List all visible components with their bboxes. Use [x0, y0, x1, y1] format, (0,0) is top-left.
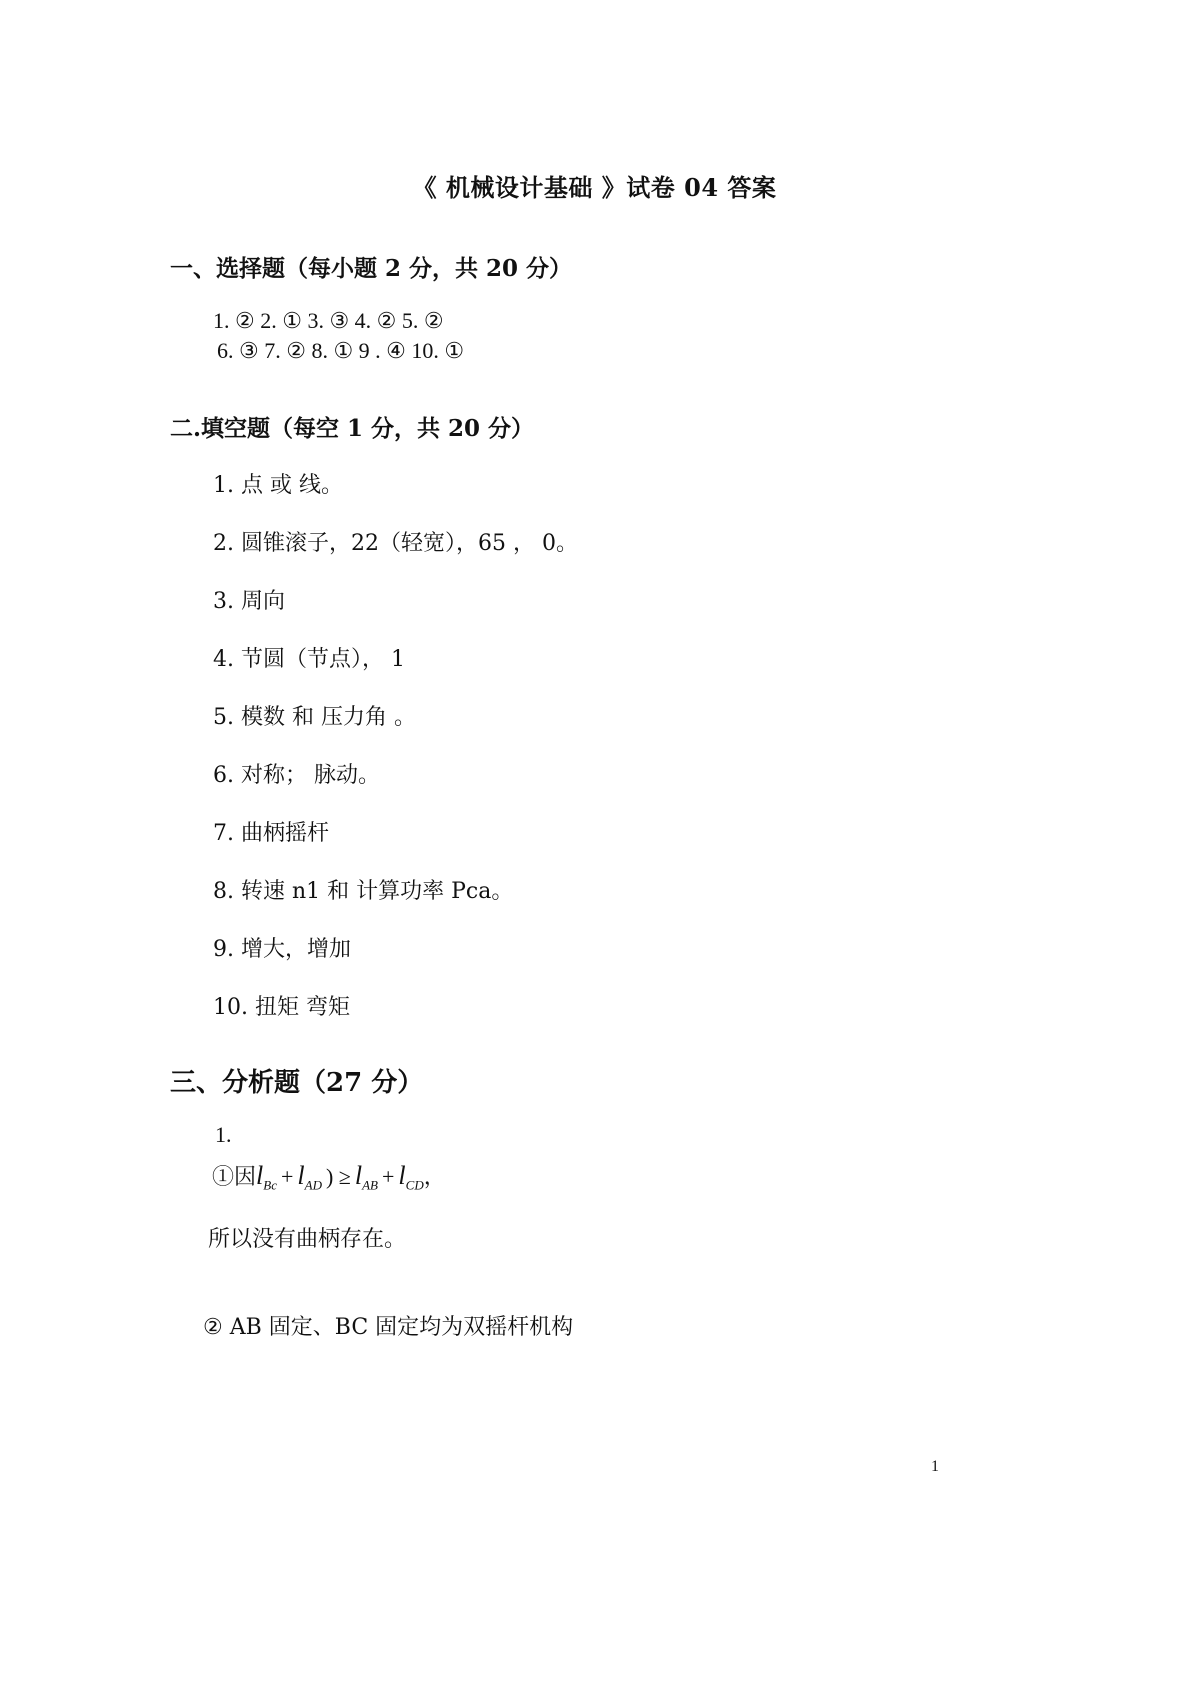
fill-blank-answer-4: 4. 节圆（节点）， 1 — [213, 647, 405, 672]
formula-var-l-ab: l — [354, 1161, 363, 1190]
fill-blank-answer-7: 7. 曲柄摇杆 — [213, 821, 329, 846]
crank-condition-formula — [212, 1160, 446, 1193]
fill-blank-answer-5: 5. 模数 和 压力角 。 — [213, 705, 416, 730]
fill-blank-answer-3: 3. 周向 — [213, 589, 285, 614]
fill-blank-answer-6: 6. 对称； 脉动。 — [213, 763, 380, 788]
page-number: 1 — [931, 1458, 939, 1475]
section-heading-fill-blank: 二.填空题（每空 1 分，共 20 分） — [170, 415, 535, 442]
formula-var-l-cd: l — [398, 1161, 406, 1190]
formula-relation: ) ≥ — [325, 1164, 351, 1189]
formula-sub-ab: AB — [362, 1177, 378, 1193]
section-heading-analysis: 三、分析题（27 分） — [170, 1068, 424, 1098]
formula-sub-cd: CD — [405, 1177, 424, 1193]
choice-answers-line-2: 6. ③ 7. ② 8. ① 9 . ④ 10. ① — [217, 338, 465, 363]
formula-sub-ad: AD — [304, 1177, 322, 1193]
fill-blank-answer-1: 1. 点 或 线。 — [213, 473, 343, 498]
analysis-question-1-label: 1. — [215, 1122, 232, 1147]
formula-plus-1: + — [280, 1164, 294, 1189]
fill-blank-answer-2: 2. 圆锥滚子，22（轻宽），65 ， 0。 — [213, 531, 578, 556]
fill-blank-answer-9: 9. 增大，增加 — [213, 937, 351, 962]
formula-var-l-ad: l — [297, 1161, 305, 1190]
formula-var-l-bc: l — [256, 1161, 264, 1190]
formula-plus-2: + — [382, 1164, 395, 1189]
formula-prefix: ①因 — [212, 1165, 257, 1190]
analysis-conclusion: 所以没有曲柄存在。 — [208, 1227, 407, 1252]
choice-answers-line-1: 1. ② 2. ① 3. ③ 4. ② 5. ② — [213, 308, 444, 333]
analysis-item-2: ② AB 固定、BC 固定均为双摇杆机构 — [203, 1315, 574, 1340]
formula-suffix: ， — [423, 1165, 446, 1190]
section-heading-choice: 一、选择题（每小题 2 分，共 20 分） — [170, 255, 573, 282]
fill-blank-answer-8: 8. 转速 n1 和 计算功率 Pca。 — [213, 879, 514, 904]
fill-blank-answer-10: 10. 扭矩 弯矩 — [213, 995, 350, 1020]
formula-sub-bc: Bc — [263, 1177, 277, 1193]
document-title: 《 机械设计基础 》试卷 04 答案 — [412, 173, 777, 202]
